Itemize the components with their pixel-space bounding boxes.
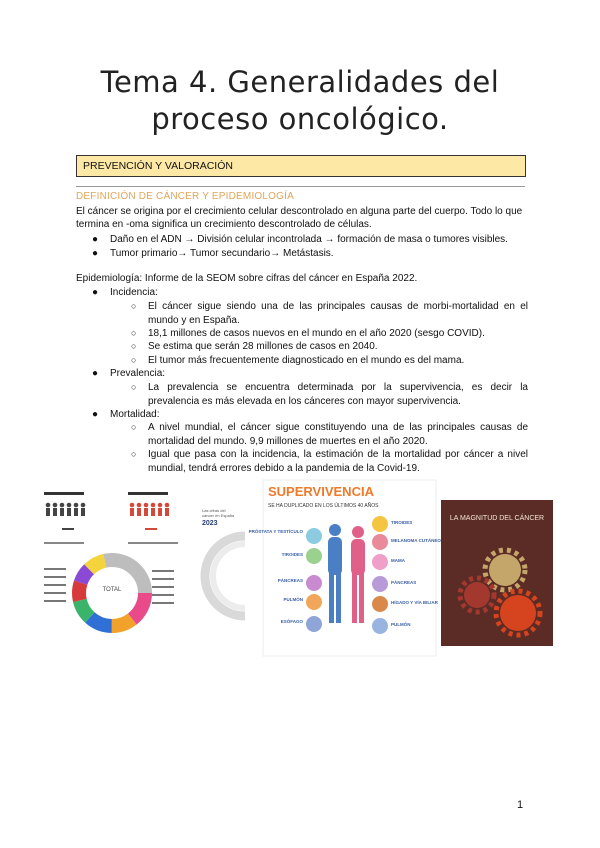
bullet-incidencia: ● Incidencia: [92,287,158,298]
sub-item: ○ A nivel mundial, el cáncer sigue constituyendo una de las principales causas de mortalidad del mundo. 9,9 millones de muertes en el año 2020. [131,422,528,447]
sub-item: ○ Igual que pasa con la incidencia, la estimación de la mortalidad por cáncer a nivel mundial, tendrá errores debido a la pandemia de la Covid-19. [131,449,528,474]
page-title [0,64,600,138]
subheading: DEFINICIÓN DE CÁNCER Y EPIDEMIOLOGÍA [76,191,294,202]
bullet-dot-icon: ● [92,409,99,420]
svg-text:cáncer en España: cáncer en España [202,513,235,518]
bullet-dot-icon: ● [92,234,99,245]
incidence-infographic [40,488,185,638]
donut-center-label: TOTAL [102,587,122,593]
survival-right-label: MELANOMA CUTÁNEO [391,538,441,543]
seom-year: 2023 [202,520,218,527]
survival-subtitle: SE HA DUPLICADO EN LOS ÚLTIMOS 40 AÑOS [268,503,379,509]
page-number: 1 [517,799,524,811]
svg-text:Las cifras del: Las cifras del [202,508,226,513]
survival-left-label: PULMÓN [283,597,303,602]
circle-bullet-icon: ○ [131,382,137,392]
section-header: PREVENCIÓN Y VALORACIÓN [76,155,526,177]
bullet-item: ● Tumor primario→ Tumor secundario→ Metástasis. [92,248,334,259]
magnitude-title: LA MAGNITUD DEL CÁNCER [449,515,545,522]
survival-right-label: MAMA [391,558,405,563]
survival-left-label: ESÓFAGO [280,619,303,624]
survival-infographic [249,480,442,656]
sub-item: ○ El cáncer sigue siendo una de las principales causas de morbi-mortalidad en el mundo y en España. [131,301,528,326]
intro-paragraph [76,205,528,231]
survival-right-label: PULMÓN [391,622,411,627]
bullet-item: ● Daño en el ADN → División celular incontrolada → formación de masa o tumores visibles. [92,234,508,245]
title-line-2: proceso oncológico. [151,102,449,136]
bullet-dot-icon: ● [92,248,99,259]
circle-bullet-icon: ○ [131,449,137,459]
survival-left-label: PRÓSTATA Y TESTÍCULO [248,529,303,534]
seom-report-cover [188,500,253,628]
survival-left-label: TIROIDES [281,552,303,557]
circle-bullet-icon: ○ [131,422,137,432]
survival-right-label: TIROIDES [391,520,413,525]
bullet-mortalidad: ● Mortalidad: [92,409,160,420]
intro-line-1: El cáncer se origina por el crecimiento celular descontrolado en alguna parte del cuerpo. Todo lo que [76,206,523,217]
survival-right-label: PÁNCREAS [391,580,417,585]
divider [76,186,525,187]
survival-right-label: HÍGADO Y VÍA BILIAR [391,600,438,605]
bullet-dot-icon: ● [92,368,99,379]
bullet-dot-icon: ● [92,287,99,298]
sub-item: ○ El tumor más frecuentemente diagnosticado en el mundo es del mama. [131,355,465,366]
circle-bullet-icon: ○ [131,328,137,338]
circle-bullet-icon: ○ [131,341,137,351]
bullet-prevalencia: ● Prevalencia: [92,368,166,379]
survival-left-label: PÁNCREAS [277,578,303,583]
intro-line-2: termina en -oma significa un crecimiento descontrolado de células. [76,219,372,230]
circle-bullet-icon: ○ [131,301,137,311]
epidemiology-line: Epidemiología: Informe de la SEOM sobre cifras del cáncer en España 2022. [76,273,418,284]
circle-bullet-icon: ○ [131,355,137,365]
sub-item: ○ La prevalencia se encuentra determinada por la supervivencia, es decir la prevalencia es más elevada en los cánceres con mayor supervivencia. [131,382,528,407]
sub-item: ○ Se estima que serán 28 millones de casos en 2040. [131,341,378,352]
title-line-1: Tema 4. Generalidades del [100,65,500,99]
sub-item: ○ 18,1 millones de casos nuevos en el mundo en el año 2020 (sesgo COVID). [131,328,485,339]
survival-title: SUPERVIVENCIA [268,484,374,499]
figures-row [0,478,600,658]
magnitude-figure [441,500,553,646]
